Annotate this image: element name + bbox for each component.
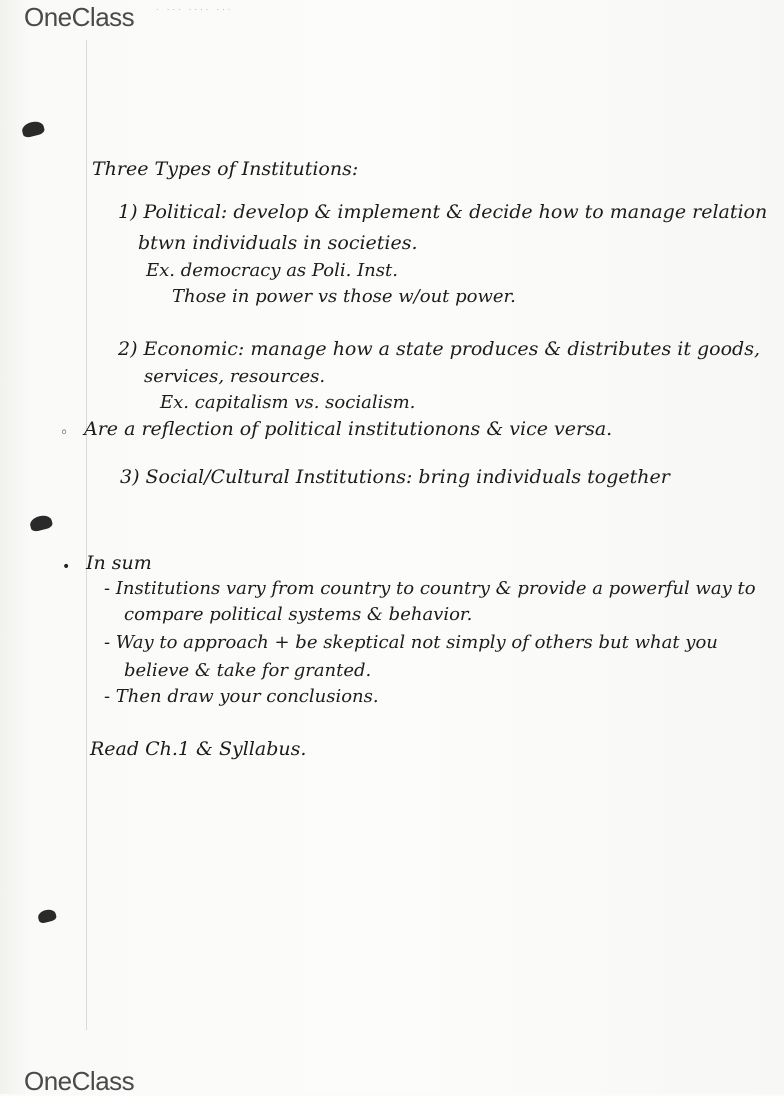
political-line-2: btwn individuals in societies. (138, 232, 418, 254)
in-sum-item-2-line-1: - Way to approach + be skeptical not simply of others but what you (104, 632, 718, 653)
political-example-2: Those in power vs those w/out power. (172, 286, 516, 307)
reading-assignment: Read Ch.1 & Syllabus. (90, 738, 307, 760)
punch-hole-top (21, 120, 46, 139)
brand-logo-bottom: OneClass (24, 1066, 135, 1096)
in-sum-bullet: • (62, 559, 71, 575)
political-example-1: Ex. democracy as Poli. Inst. (146, 260, 398, 281)
margin-line (86, 40, 87, 1030)
economic-line-1: 2) Economic: manage how a state produces & distributes it goods, (118, 338, 760, 360)
in-sum-heading: In sum (86, 552, 152, 574)
reflection-bullet: ◦ (60, 425, 69, 441)
in-sum-item-1-line-2: compare political systems & behavior. (124, 604, 473, 625)
in-sum-item-1-line-1: - Institutions vary from country to country & provide a powerful way to (104, 578, 756, 599)
brand-logo-top: OneClass (24, 2, 135, 32)
reflection-note: Are a reflection of political institutionons & vice versa. (84, 418, 613, 440)
punch-hole-bottom (37, 908, 57, 924)
political-line-1: 1) Political: develop & implement & decide how to manage relation (118, 201, 768, 223)
punch-hole-middle (29, 514, 54, 533)
brand-tail-marks: ˙ ˙˙˙ ˙˙˙˙ ˙˙˙ (156, 8, 234, 20)
notes-heading: Three Types of Institutions: (92, 158, 359, 180)
economic-line-2: services, resources. (144, 366, 326, 387)
social-institutions-line: 3) Social/Cultural Institutions: bring individuals together (120, 466, 670, 488)
in-sum-item-3: - Then draw your conclusions. (104, 686, 379, 707)
economic-example: Ex. capitalism vs. socialism. (160, 392, 416, 413)
in-sum-item-2-line-2: believe & take for granted. (124, 660, 372, 681)
